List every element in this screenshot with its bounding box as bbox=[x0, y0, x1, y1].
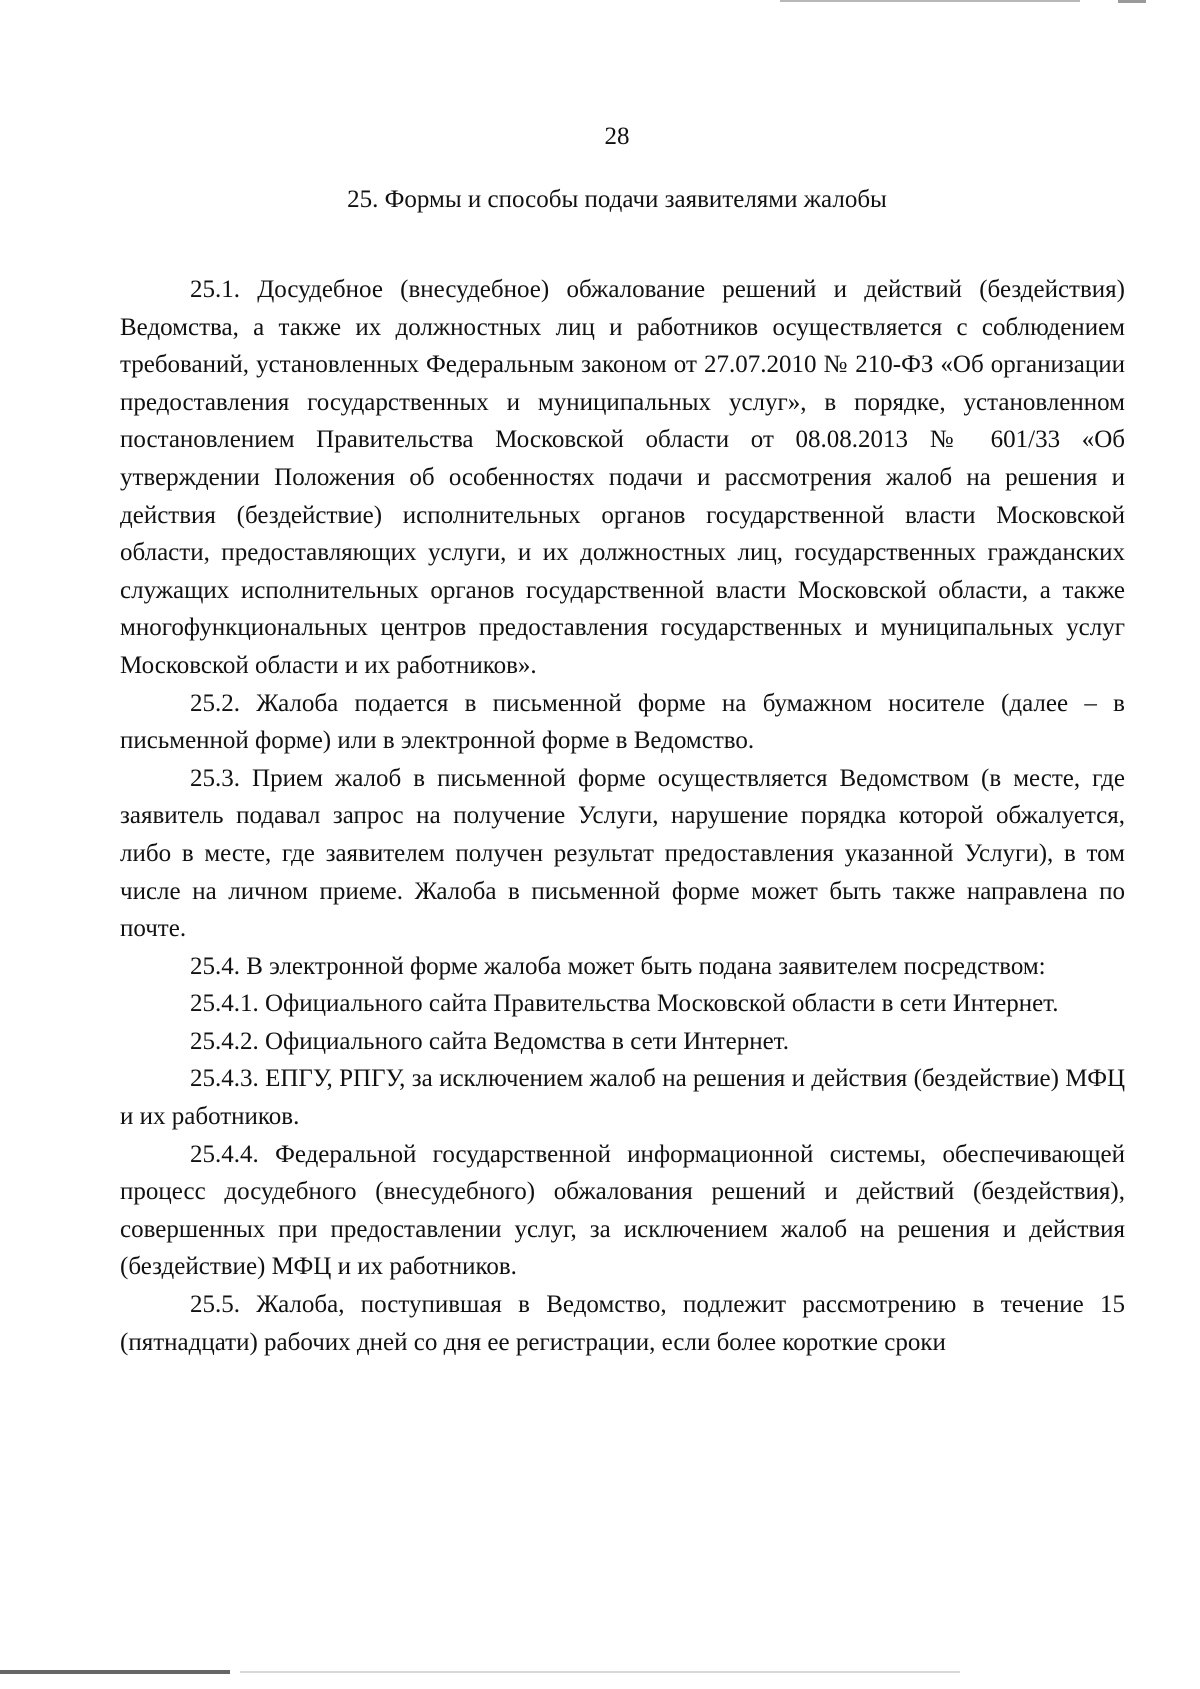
paragraph-25-5: 25.5. Жалоба, поступившая в Ведомство, подлежит рассмотрению в течение 15 (пятнадцати) рабочих дней со дня ее регистрации, если более короткие сроки bbox=[120, 1291, 1125, 1356]
page-number: 28 bbox=[604, 123, 630, 150]
scan-edge-top-mark bbox=[1118, 0, 1146, 3]
scan-edge-bottom-faint bbox=[240, 1671, 960, 1673]
paragraph-25-4: 25.4. В электронной форме жалоба может быть подана заявителем посредством: bbox=[190, 952, 1046, 980]
paragraph-25-2: 25.2. Жалоба подается в письменной форме на бумажном носителе (далее – в письменной форме) или в электронной форме в Ведомство. bbox=[120, 689, 1125, 755]
scan-edge-top bbox=[780, 0, 1080, 2]
paragraph-25-3: 25.3. Прием жалоб в письменной форме осуществляется Ведомством (в месте, где заявитель подавал запрос на получение Услуги, нарушение порядка которой обжалуется, либо в месте, где заявителем получен результат предоставления указанной Услуги), в том числе на личном приеме. Жалоба в письменной форме может быть также направлена по почте. bbox=[120, 764, 1125, 943]
paragraph-25-4-3: 25.4.3. ЕПГУ, РПГУ, за исключением жалоб на решения и действия (бездействие) МФЦ и их работников. bbox=[120, 1065, 1125, 1131]
scan-edge-bottom bbox=[0, 1670, 230, 1674]
paragraph-25-4-4: 25.4.4. Федеральной государственной информационной системы, обеспечивающей процесс досудебного (внесудебного) обжалования решений и действий (бездействия), совершенных при предоставлении услуг, за исключением жалоб на решения и действия (бездействие) МФЦ и их работников. bbox=[120, 1140, 1125, 1281]
paragraph-25-4-1: 25.4.1. Официального сайта Правительства Московской области в сети Интернет. bbox=[190, 990, 1059, 1018]
paragraph-25-4-2: 25.4.2. Официального сайта Ведомства в сети Интернет. bbox=[190, 1027, 789, 1055]
document-body bbox=[120, 271, 1125, 1361]
section-title: 25. Формы и способы подачи заявителями жалобы bbox=[347, 186, 887, 213]
paragraph-25-1: 25.1. Досудебное (внесудебное) обжалование решений и действий (бездействия) Ведомства, а также их должностных лиц и работников осуществляется с соблюдением требований, установленных Федеральным законом от 27.07.2010 № 210-ФЗ «Об организации предоставления государственных и муниципальных услуг», в порядке, установленном постановлением Правительства Московской области от 08.08.2013 № 601/33 «Об утверждении Положения об особенностях подачи и рассмотрения жалоб на решения и действия (бездействие) исполнительных органов государственной власти Московской области, предоставляющих услуги, и их должностных лиц, государственных гражданских служащих исполнительных органов государственной власти Московской области, а также многофункциональных центров предоставления государственных и муниципальных услуг Московской области и их работников». bbox=[120, 276, 1125, 679]
